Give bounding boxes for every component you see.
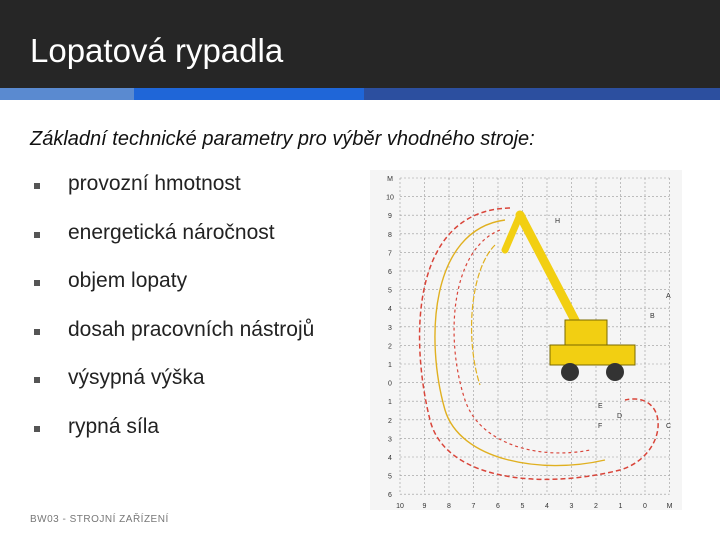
excavator-wheel [561, 363, 579, 381]
y-tick-label: 2 [388, 343, 392, 351]
bullet-item [30, 221, 314, 270]
bullet-text: rypná síla [68, 414, 160, 438]
bullet-icon [34, 377, 40, 383]
dimension-letter: C [666, 423, 672, 430]
slide-subtitle: Základní technické parametry pro výběr vhodného stroje: [30, 128, 535, 150]
accent-stripe [364, 88, 720, 100]
slide-footer: BW03 - STROJNÍ ZAŘÍZENÍ [30, 514, 169, 525]
y-tick-label: 2 [388, 417, 392, 425]
dimension-letter: E [598, 403, 603, 410]
y-tick-label: M [387, 176, 393, 183]
x-tick-label: 8 [447, 503, 451, 510]
y-tick-label: 5 [388, 473, 392, 481]
y-tick-label: 9 [388, 213, 392, 221]
excavator-body [550, 345, 635, 365]
excavator-wheel [606, 363, 624, 381]
x-tick-label: 0 [643, 503, 647, 510]
bullet-icon [34, 232, 40, 238]
y-tick-label: 7 [388, 250, 392, 258]
y-tick-label: 6 [388, 492, 392, 500]
bullet-text: energetická náročnost [68, 220, 275, 244]
y-tick-label: 4 [388, 306, 392, 314]
x-tick-label: 9 [422, 503, 427, 510]
y-tick-label: 5 [388, 287, 392, 295]
excavator-reach-diagram [370, 170, 682, 510]
bullet-item [30, 318, 314, 367]
y-tick-label: 1 [388, 362, 392, 369]
accent-stripe [0, 88, 134, 100]
dimension-letter: H [555, 218, 561, 225]
slide-title: Lopatová rypadla [30, 32, 284, 69]
bullet-icon [34, 329, 40, 335]
bullet-item [30, 366, 314, 415]
x-tick-label: 3 [569, 503, 574, 510]
y-axis-labels [386, 176, 394, 499]
x-tick-label: M [666, 503, 673, 510]
x-tick-label: 5 [520, 503, 525, 510]
bullet-text: výsypná výška [68, 366, 205, 389]
bullet-list [30, 172, 314, 463]
x-tick-label: 1 [618, 503, 623, 510]
y-tick-label: 0 [388, 380, 392, 388]
y-tick-label: 1 [388, 399, 392, 407]
dimension-letter: A [666, 293, 671, 300]
dimension-letter: B [650, 313, 655, 320]
bullet-item [30, 415, 314, 464]
bullet-text: provozní hmotnost [68, 172, 241, 195]
x-axis-labels [396, 503, 672, 510]
dimension-letter: F [598, 423, 603, 430]
diagram-grid [400, 178, 670, 494]
bullet-item [30, 172, 314, 221]
accent-stripe [134, 88, 364, 100]
x-tick-label: 4 [545, 503, 549, 510]
x-tick-label: 7 [471, 503, 476, 510]
y-tick-label: 4 [388, 455, 392, 462]
y-tick-label: 10 [386, 194, 394, 202]
dimension-letter: D [617, 413, 623, 420]
bullet-icon [34, 280, 40, 286]
bullet-text: objem lopaty [68, 269, 188, 292]
y-tick-label: 3 [388, 324, 392, 332]
excavator-machine [505, 215, 635, 381]
y-tick-label: 8 [388, 231, 392, 239]
x-tick-label: 10 [396, 503, 404, 510]
x-tick-label: 6 [496, 503, 500, 510]
bullet-icon [34, 426, 40, 432]
y-tick-label: 6 [388, 269, 392, 276]
bullet-item [30, 269, 314, 318]
excavator-boom [520, 215, 580, 330]
x-tick-label: 2 [594, 503, 598, 510]
slide-header [0, 0, 720, 89]
excavator-arm [505, 215, 520, 250]
reach-curve [472, 245, 495, 385]
bullet-text: dosah pracovních nástrojů [68, 317, 315, 341]
y-tick-label: 3 [388, 436, 392, 444]
bullet-icon [34, 183, 40, 189]
